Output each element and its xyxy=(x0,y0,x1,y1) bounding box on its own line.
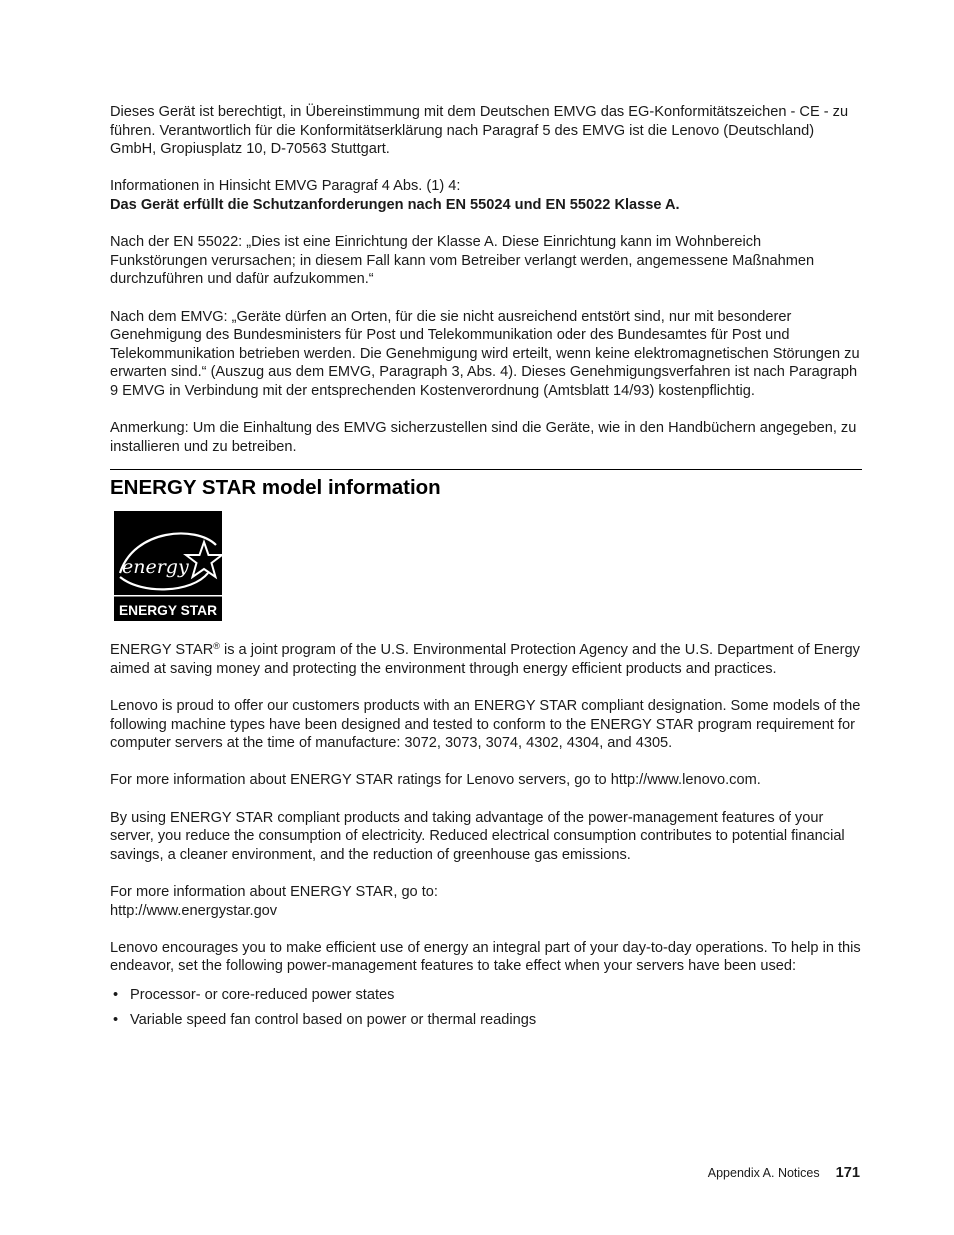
list-item-text: Processor- or core-reduced power states xyxy=(130,986,395,1003)
page-footer xyxy=(708,1163,860,1183)
energy-paragraph-benefits: By using ENERGY STAR compliant products and taking advantage of the power-management features of your server, you reduce the consumption of electricity. Reduced electrical consumption contributes to potential financial savings, a cleaner environment, and the reduction of greenhouse gas emissions. xyxy=(110,809,845,863)
section-divider xyxy=(110,469,862,470)
logo-wordmark: ENERGY STAR xyxy=(119,602,217,619)
energy-program-description: is a joint program of the U.S. Environmental Protection Agency and the U.S. Department of Energy aimed at saving money and protecting the environment through energy efficient products and practices. xyxy=(110,642,860,677)
logo-script-text: energy xyxy=(122,556,189,579)
section-heading-energy-star: ENERGY STAR model information xyxy=(110,476,441,500)
list-item-text: Variable speed fan control based on power or thermal readings xyxy=(130,1012,537,1029)
footer-section-label: Appendix A. Notices xyxy=(707,1166,820,1180)
energy-paragraph-program xyxy=(110,641,862,678)
emvg-info-bold-statement: Das Gerät erfüllt die Schutzanforderungen nach EN 55024 und EN 55022 Klasse A. xyxy=(110,196,680,213)
energy-paragraph-compliant: Lenovo is proud to offer our customers products with an ENERGY STAR compliant designation. Some models of the following machine types have been designed and tested to conform to the ENERGY STAR program requirement for computer servers at the time of manufacture: 3072, 3073, 3074, 4302, 4304, and 4305. xyxy=(110,698,861,752)
energy-paragraph-encourage: Lenovo encourages you to make efficient use of energy an integral part of your day-to-day operations. To help in this endeavor, set the following power-management features to take effect when your servers have been used: xyxy=(110,939,861,975)
german-paragraph-emvg-quote: Nach dem EMVG: „Geräte dürfen an Orten, für die sie nicht ausreichend entstört sind, nur mit besonderer Genehmigung des Bundesministers für Post und Telekommunikation oder des Bundesamtes für Post und Telekommunikation betrieben werden. Die Genehmigung wird erteilt, wenn keine elektromagnetischen Störungen zu erwarten sind.“ (Auszug aus dem EMVG, Paragraph 3, Abs. 4). Dieses Genehmigungsverfahren ist nach Paragraph 9 EMVG in Verbindung mit der entsprechenden Kostenverordnung (Amtsblatt 14/93) kostenpflichtig. xyxy=(110,308,860,399)
energy-star-logo-icon xyxy=(114,511,222,621)
bullet-glyph: • xyxy=(113,1012,119,1029)
registered-mark: ® xyxy=(213,641,220,652)
energystar-url: http://www.energystar.gov xyxy=(110,902,278,919)
german-paragraph-emvg-info xyxy=(110,177,862,214)
list-item xyxy=(110,986,862,1005)
energy-star-brand: ENERGY STAR xyxy=(110,642,214,659)
energy-paragraph-lenovo-ratings: For more information about ENERGY STAR ratings for Lenovo servers, go to http://www.lenovo.com. xyxy=(110,772,761,789)
page-content xyxy=(110,103,862,1036)
bullet-glyph: • xyxy=(113,986,119,1003)
page-number: 171 xyxy=(835,1165,860,1181)
german-paragraph-en55022: Nach der EN 55022: „Dies ist eine Einrichtung der Klasse A. Diese Einrichtung kann im Wohnbereich Funkstörungen verursachen; in diesem Fall kann vom Betreiber verlangt werden, angemessene Maßnahmen durchzuführen und dafür aufzukommen.“ xyxy=(110,234,815,288)
energy-star-logo xyxy=(114,511,222,621)
energy-paragraph-more-info xyxy=(110,883,862,920)
list-item xyxy=(110,1011,862,1030)
power-features-list xyxy=(110,986,862,1030)
emvg-info-intro: Informationen in Hinsicht EMVG Paragraf 4 Abs. (1) 4: xyxy=(110,178,461,195)
more-info-label: For more information about ENERGY STAR, go to: xyxy=(110,884,438,900)
german-paragraph-ce: Dieses Gerät ist berechtigt, in Übereinstimmung mit dem Deutschen EMVG das EG-Konformitätszeichen - CE - zu führen. Verantwortlich für die Konformitätserklärung nach Paragraf 5 des EMVG ist die Lenovo (Deutschland) GmbH, Gropiusplatz 10, D-70563 Stuttgart. xyxy=(110,104,849,158)
german-paragraph-anmerkung: Anmerkung: Um die Einhaltung des EMVG sicherzustellen sind die Geräte, wie in den Handbüchern angegeben, zu installieren und zu betreiben. xyxy=(110,420,857,455)
